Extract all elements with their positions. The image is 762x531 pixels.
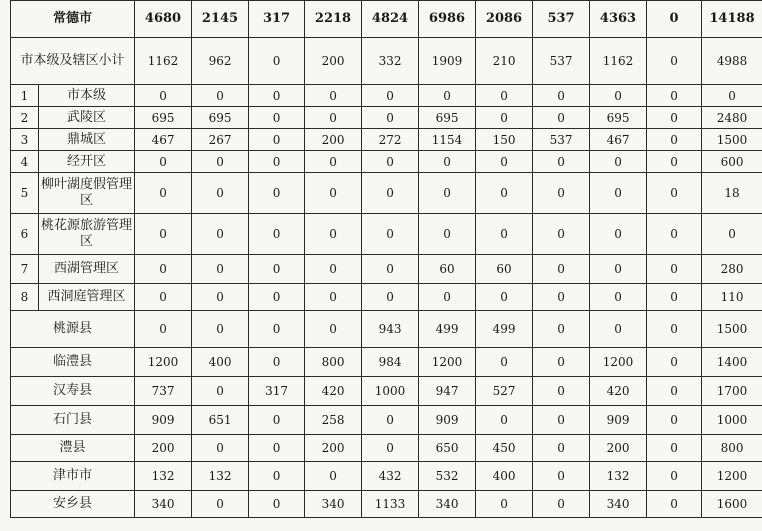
value-cell: 0: [192, 151, 249, 173]
value-cell: 1600: [702, 491, 762, 518]
value-cell: 60: [419, 255, 476, 284]
value-cell: 0: [533, 348, 590, 377]
value-cell: 695: [419, 107, 476, 129]
value-cell: 0: [647, 38, 702, 85]
value-cell: 0: [305, 284, 362, 311]
region-name-cell: 石门县: [11, 406, 135, 435]
value-cell: 4680: [135, 1, 192, 38]
value-cell: 2480: [702, 107, 762, 129]
value-cell: 0: [362, 173, 419, 214]
table-row: [11, 435, 762, 462]
region-name-cell: 津市市: [11, 462, 135, 491]
value-cell: 0: [647, 377, 702, 406]
value-cell: 962: [192, 38, 249, 85]
value-cell: 420: [590, 377, 647, 406]
value-cell: 0: [362, 214, 419, 255]
value-cell: 0: [702, 214, 762, 255]
value-cell: 0: [647, 1, 702, 38]
value-cell: 651: [192, 406, 249, 435]
value-cell: 0: [476, 348, 533, 377]
row-index: 3: [11, 129, 39, 151]
region-name-cell: 西洞庭管理区: [39, 284, 135, 311]
value-cell: 947: [419, 377, 476, 406]
value-cell: 340: [590, 491, 647, 518]
table-row: [11, 151, 762, 173]
value-cell: 737: [135, 377, 192, 406]
value-cell: 317: [249, 377, 305, 406]
value-cell: 0: [135, 255, 192, 284]
value-cell: 0: [135, 284, 192, 311]
value-cell: 400: [476, 462, 533, 491]
value-cell: 0: [647, 129, 702, 151]
value-cell: 0: [362, 85, 419, 107]
value-cell: 2086: [476, 1, 533, 38]
value-cell: 0: [362, 255, 419, 284]
value-cell: 0: [590, 151, 647, 173]
value-cell: 499: [476, 311, 533, 348]
value-cell: 0: [249, 255, 305, 284]
value-cell: 2145: [192, 1, 249, 38]
value-cell: 0: [249, 129, 305, 151]
value-cell: 0: [647, 435, 702, 462]
value-cell: 60: [476, 255, 533, 284]
value-cell: 800: [305, 348, 362, 377]
value-cell: 0: [419, 214, 476, 255]
value-cell: 0: [647, 151, 702, 173]
value-cell: 0: [249, 406, 305, 435]
value-cell: 4824: [362, 1, 419, 38]
value-cell: 0: [249, 311, 305, 348]
row-index: 2: [11, 107, 39, 129]
value-cell: 0: [192, 311, 249, 348]
value-cell: 0: [533, 173, 590, 214]
value-cell: 0: [647, 491, 702, 518]
region-name-cell: 汉寿县: [11, 377, 135, 406]
region-name-cell: 常德市: [11, 1, 135, 38]
value-cell: 0: [135, 173, 192, 214]
value-cell: 200: [305, 435, 362, 462]
value-cell: 1200: [590, 348, 647, 377]
table-row: [11, 173, 762, 214]
value-cell: 0: [135, 85, 192, 107]
value-cell: 0: [647, 348, 702, 377]
table-row: [11, 214, 762, 255]
value-cell: 499: [419, 311, 476, 348]
value-cell: 0: [533, 151, 590, 173]
value-cell: 0: [362, 435, 419, 462]
table-row: [11, 284, 762, 311]
value-cell: 0: [249, 348, 305, 377]
value-cell: 317: [249, 1, 305, 38]
value-cell: 0: [192, 255, 249, 284]
value-cell: 267: [192, 129, 249, 151]
data-table: [10, 0, 762, 518]
value-cell: 0: [590, 85, 647, 107]
row-index: 5: [11, 173, 39, 214]
value-cell: 258: [305, 406, 362, 435]
value-cell: 0: [476, 85, 533, 107]
value-cell: 6986: [419, 1, 476, 38]
value-cell: 0: [590, 255, 647, 284]
value-cell: 0: [305, 85, 362, 107]
value-cell: 280: [702, 255, 762, 284]
value-cell: 1000: [702, 406, 762, 435]
value-cell: 0: [476, 406, 533, 435]
value-cell: 0: [476, 284, 533, 311]
value-cell: 0: [590, 311, 647, 348]
value-cell: 0: [533, 214, 590, 255]
region-name-cell: 柳叶湖度假管理区: [39, 173, 135, 214]
value-cell: 0: [305, 255, 362, 284]
row-index: 7: [11, 255, 39, 284]
region-name-cell: 市本级及辖区小计: [11, 38, 135, 85]
value-cell: 0: [135, 311, 192, 348]
value-cell: 537: [533, 1, 590, 38]
value-cell: 14188: [702, 1, 762, 38]
value-cell: 0: [533, 85, 590, 107]
value-cell: 695: [192, 107, 249, 129]
value-cell: 467: [135, 129, 192, 151]
value-cell: 0: [192, 173, 249, 214]
row-index: 1: [11, 85, 39, 107]
value-cell: 1162: [135, 38, 192, 85]
value-cell: 0: [476, 151, 533, 173]
value-cell: 0: [249, 435, 305, 462]
value-cell: 0: [305, 173, 362, 214]
value-cell: 0: [533, 435, 590, 462]
value-cell: 0: [305, 151, 362, 173]
value-cell: 150: [476, 129, 533, 151]
region-name-cell: 武陵区: [39, 107, 135, 129]
table-row: [11, 348, 762, 377]
value-cell: 1154: [419, 129, 476, 151]
value-cell: 0: [135, 151, 192, 173]
value-cell: 1162: [590, 38, 647, 85]
value-cell: 0: [533, 107, 590, 129]
value-cell: 0: [305, 107, 362, 129]
value-cell: 909: [419, 406, 476, 435]
value-cell: 1500: [702, 129, 762, 151]
value-cell: 0: [419, 284, 476, 311]
value-cell: 400: [192, 348, 249, 377]
value-cell: 0: [647, 284, 702, 311]
value-cell: 272: [362, 129, 419, 151]
table-body: [11, 1, 762, 518]
value-cell: 210: [476, 38, 533, 85]
value-cell: 200: [305, 38, 362, 85]
value-cell: 0: [362, 151, 419, 173]
value-cell: 650: [419, 435, 476, 462]
table-row: [11, 311, 762, 348]
region-name-cell: 市本级: [39, 85, 135, 107]
table-row: [11, 107, 762, 129]
value-cell: 0: [362, 406, 419, 435]
region-name-cell: 鼎城区: [39, 129, 135, 151]
value-cell: 1500: [702, 311, 762, 348]
table-row: [11, 491, 762, 518]
value-cell: 0: [192, 377, 249, 406]
region-name-cell: 安乡县: [11, 491, 135, 518]
value-cell: 1000: [362, 377, 419, 406]
value-cell: 2218: [305, 1, 362, 38]
value-cell: 0: [590, 284, 647, 311]
value-cell: 0: [533, 377, 590, 406]
value-cell: 0: [476, 491, 533, 518]
value-cell: 0: [249, 491, 305, 518]
value-cell: 0: [192, 435, 249, 462]
value-cell: 450: [476, 435, 533, 462]
value-cell: 909: [590, 406, 647, 435]
value-cell: 537: [533, 129, 590, 151]
value-cell: 132: [590, 462, 647, 491]
value-cell: 600: [702, 151, 762, 173]
value-cell: 420: [305, 377, 362, 406]
value-cell: 0: [305, 462, 362, 491]
value-cell: 432: [362, 462, 419, 491]
value-cell: 909: [135, 406, 192, 435]
value-cell: 0: [647, 311, 702, 348]
table-row: [11, 85, 762, 107]
value-cell: 1200: [419, 348, 476, 377]
value-cell: 1909: [419, 38, 476, 85]
value-cell: 0: [249, 462, 305, 491]
value-cell: 532: [419, 462, 476, 491]
value-cell: 340: [419, 491, 476, 518]
value-cell: 0: [192, 85, 249, 107]
row-index: 4: [11, 151, 39, 173]
value-cell: 200: [305, 129, 362, 151]
value-cell: 0: [647, 255, 702, 284]
value-cell: 4988: [702, 38, 762, 85]
table-row: [11, 129, 762, 151]
value-cell: 0: [362, 107, 419, 129]
table-row: [11, 38, 762, 85]
region-name-cell: 澧县: [11, 435, 135, 462]
value-cell: 0: [419, 173, 476, 214]
value-cell: 0: [249, 284, 305, 311]
value-cell: 0: [249, 151, 305, 173]
value-cell: 537: [533, 38, 590, 85]
value-cell: 0: [192, 284, 249, 311]
value-cell: 0: [647, 462, 702, 491]
value-cell: 340: [135, 491, 192, 518]
value-cell: 0: [533, 311, 590, 348]
value-cell: 0: [249, 85, 305, 107]
row-index: 8: [11, 284, 39, 311]
row-index: 6: [11, 214, 39, 255]
table-row: [11, 377, 762, 406]
value-cell: 1400: [702, 348, 762, 377]
value-cell: 0: [249, 38, 305, 85]
value-cell: 0: [476, 107, 533, 129]
value-cell: 0: [249, 173, 305, 214]
value-cell: 527: [476, 377, 533, 406]
value-cell: 0: [249, 214, 305, 255]
value-cell: 0: [647, 107, 702, 129]
value-cell: 4363: [590, 1, 647, 38]
value-cell: 0: [419, 85, 476, 107]
value-cell: 0: [249, 107, 305, 129]
value-cell: 0: [533, 462, 590, 491]
region-name-cell: 西湖管理区: [39, 255, 135, 284]
value-cell: 132: [135, 462, 192, 491]
value-cell: 0: [647, 85, 702, 107]
value-cell: 0: [192, 491, 249, 518]
value-cell: 0: [533, 284, 590, 311]
value-cell: 0: [419, 151, 476, 173]
table-row: [11, 406, 762, 435]
value-cell: 0: [647, 173, 702, 214]
value-cell: 0: [590, 214, 647, 255]
table-row: [11, 255, 762, 284]
value-cell: 0: [476, 214, 533, 255]
value-cell: 467: [590, 129, 647, 151]
value-cell: 0: [533, 491, 590, 518]
value-cell: 1133: [362, 491, 419, 518]
value-cell: 0: [533, 406, 590, 435]
value-cell: 200: [135, 435, 192, 462]
value-cell: 0: [647, 406, 702, 435]
table-row: [11, 462, 762, 491]
value-cell: 800: [702, 435, 762, 462]
value-cell: 0: [590, 173, 647, 214]
value-cell: 200: [590, 435, 647, 462]
value-cell: 18: [702, 173, 762, 214]
value-cell: 943: [362, 311, 419, 348]
value-cell: 0: [476, 173, 533, 214]
value-cell: 0: [647, 214, 702, 255]
value-cell: 695: [590, 107, 647, 129]
value-cell: 0: [192, 214, 249, 255]
value-cell: 0: [702, 85, 762, 107]
region-name-cell: 临澧县: [11, 348, 135, 377]
value-cell: 1200: [135, 348, 192, 377]
value-cell: 984: [362, 348, 419, 377]
value-cell: 110: [702, 284, 762, 311]
value-cell: 1700: [702, 377, 762, 406]
region-name-cell: 经开区: [39, 151, 135, 173]
value-cell: 0: [305, 214, 362, 255]
value-cell: 0: [362, 284, 419, 311]
value-cell: 0: [533, 255, 590, 284]
value-cell: 695: [135, 107, 192, 129]
region-name-cell: 桃花源旅游管理区: [39, 214, 135, 255]
value-cell: 0: [305, 311, 362, 348]
table-row: [11, 1, 762, 38]
value-cell: 340: [305, 491, 362, 518]
value-cell: 1200: [702, 462, 762, 491]
value-cell: 132: [192, 462, 249, 491]
value-cell: 0: [135, 214, 192, 255]
region-name-cell: 桃源县: [11, 311, 135, 348]
value-cell: 332: [362, 38, 419, 85]
